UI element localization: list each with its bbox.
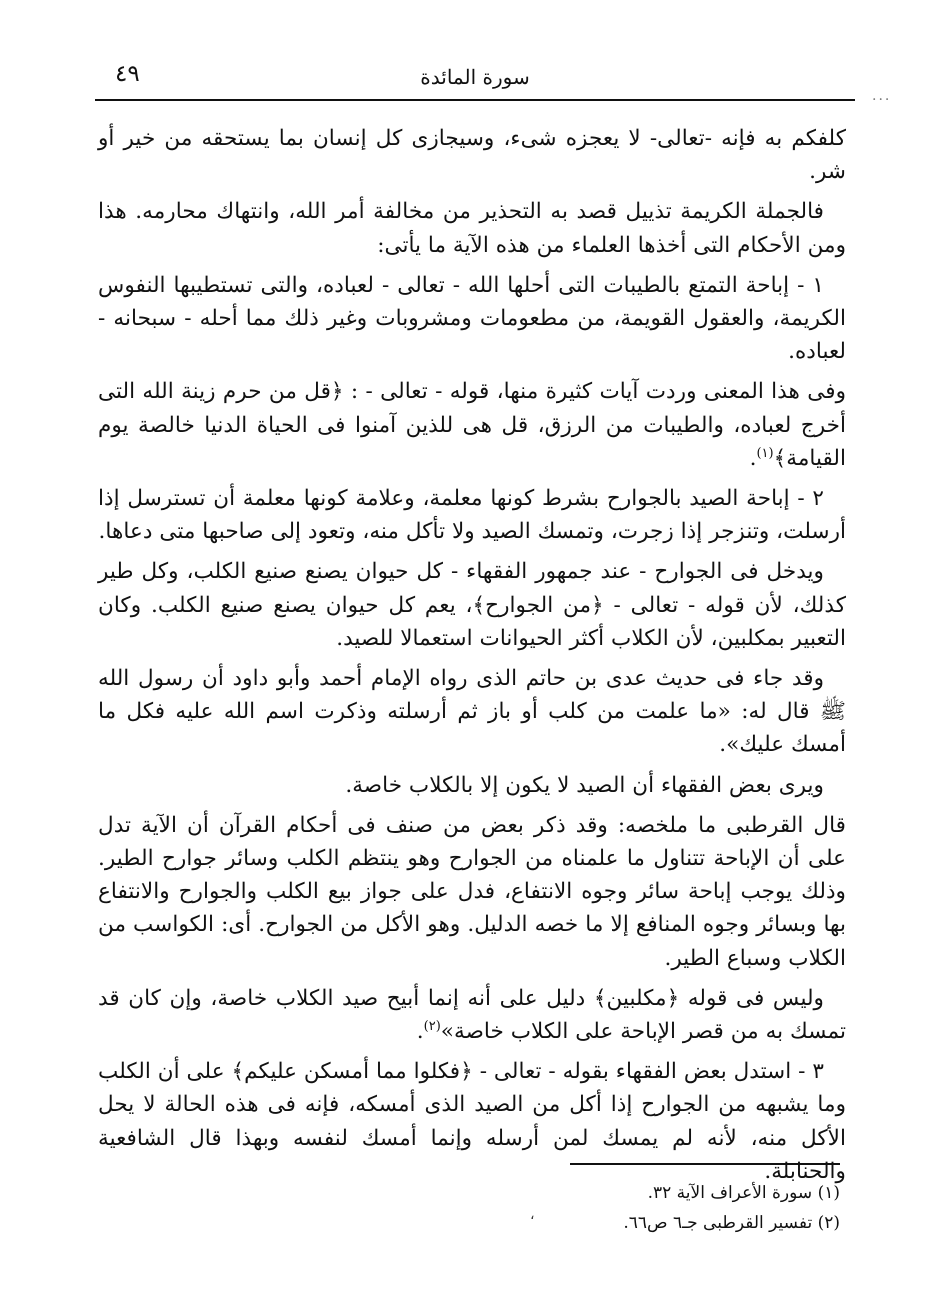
paragraph-ruling-1-evidence <box>98 375 846 475</box>
period-mark: . <box>416 1019 424 1045</box>
page-header <box>95 55 855 105</box>
period-mark: . <box>749 445 757 471</box>
header-rule <box>95 99 855 101</box>
paragraph-ruling-2: ٢ - إباحة الصيد بالجوارح بشرط كونها معلمة، وعلامة كونها معلمة أن تسترسل إذا أرسلت، وتنزجر إذا زجرت، وتمسك الصيد ولا تأكل منه، وتعود إلى صاحبها متى دعاها. <box>98 486 846 545</box>
paragraph-mukallibin <box>98 982 846 1048</box>
header-dots: ... <box>872 88 892 104</box>
footnote-ref-2: (٢) <box>423 1018 441 1034</box>
footnote-ref-1: (١) <box>756 445 774 461</box>
paragraph-closing-remark: فالجملة الكريمة تذييل قصد به التحذير من مخالفة أمر الله، وانتهاك محارمه. هذا ومن الأحكام التى أخذها العلماء من هذه الآية ما يأتى: <box>98 199 846 258</box>
footnote-2: (٢) تفسير القرطبى جـ٦ ص٦٦. <box>623 1213 840 1233</box>
paragraph-continuation: كلفكم به فإنه -تعالى- لا يعجزه شىء، وسيجازى كل إنسان بما يستحقه من خير أو شر. <box>98 126 846 185</box>
paragraph-opinion: ويرى بعض الفقهاء أن الصيد لا يكون إلا بالكلاب خاصة. <box>345 772 824 798</box>
footnote-rule <box>570 1163 840 1165</box>
paragraph-ruling-1: ١ - إباحة التمتع بالطيبات التى أحلها الله - تعالى - لعباده، والتى تستطيبها النفوس الكريمة، والعقول القويمة، من مطعومات ومشروبات وغير ذلك مما أحله - سبحانه - لعباده. <box>98 272 846 365</box>
paragraph-hunting-animals: ويدخل فى الجوارح - عند جمهور الفقهاء - كل حيوان يصنع صنيع الكلب، وكل طير كذلك، لأن قوله - تعالى - ﴿من الجوارح﴾، يعم كل حيوان يصنع صنيع الكلب. وكان التعبير بمكلبين، لأن الكلاب أكثر الحيوانات استعمالا للصيد. <box>98 559 846 651</box>
paragraph-qurtubi: قال القرطبى ما ملخصه: وقد ذكر بعض من صنف فى أحكام القرآن أن الآية تدل على أن الإباحة تتناول ما علمناه من الجوارح وهو ينتظم الكلب وسائر جوارح الطير. وذلك يوجب إباحة سائر وجوه الانتفاع، فدل على جواز بيع الكلب والجوارح والانتفاع بها وبسائر وجوه المنافع إلا ما خصه الدليل. وهو الأكل من الجوارح. أى: الكواسب من الكلاب وسباع الطير. <box>98 812 846 971</box>
running-title: سورة المائدة <box>420 65 530 89</box>
footnote-1: (١) سورة الأعراف الآية ٣٢. <box>647 1183 840 1203</box>
scan-speck: ، <box>530 1207 535 1223</box>
page-number: ٤٩ <box>115 61 140 87</box>
paragraph-mukallibin-text: وليس فى قوله ﴿مكلبين﴾ دليل على أنه إنما أبيح صيد الكلاب خاصة، وإن كان قد تمسك به من قصر الإباحة على الكلاب خاصة» <box>98 985 846 1045</box>
paragraph-hadith: وقد جاء فى حديث عدى بن حاتم الذى رواه الإمام أحمد وأبو داود أن رسول الله ﷺ قال له: «ما علمت من كلب أو باز ثم أرسلته وذكرت اسم الله عليه فكل ما أمسك عليك». <box>98 666 846 758</box>
paragraph-ruling-1-evidence-text: وفى هذا المعنى وردت آيات كثيرة منها، قوله - تعالى - : ﴿قل من حرم زينة الله التى أخرج لعباده، والطيبات من الرزق، قل هى للذين آمنوا فى الحياة الدنيا خالصة يوم القيامة﴾ <box>98 379 846 471</box>
paragraph-ruling-3: ٣ - استدل بعض الفقهاء بقوله - تعالى - ﴿فكلوا مما أمسكن عليكم﴾ على أن الكلب وما يشبهه من الجوارح إذا أكل من الصيد الذى أمسكه، فإنه فى هذه الحالة لا يحل الأكل منه، لأنه لم يمسك لمن أرسله وإنما أمسك لنفسه وبهذا قال الشافعية والحنابلة. <box>98 1059 846 1184</box>
footnotes <box>560 1178 840 1238</box>
body-text <box>98 122 846 1195</box>
